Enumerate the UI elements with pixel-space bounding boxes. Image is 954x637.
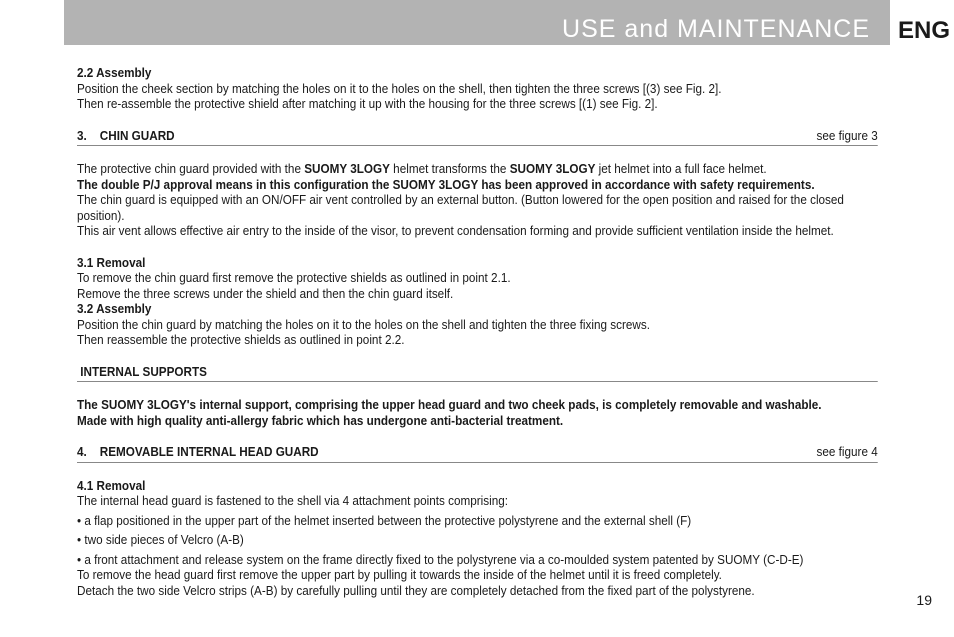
paragraph: Detach the two side Velcro strips (A-B) by carefully pulling until they are completely detached from the fixed part of the polystyrene.: [77, 583, 755, 598]
figure-reference: see figure 3: [816, 128, 878, 143]
list-item: • a flap positioned in the upper part of the helmet inserted between the protective polystyrene and the external shell (F): [77, 513, 692, 528]
section-4-1-heading: 4.1 Removal: [77, 478, 146, 493]
paragraph: Then reassemble the protective shields as outlined in point 2.2.: [77, 333, 405, 347]
language-label: ENG: [898, 17, 951, 44]
page-title: USE and MAINTENANCE: [562, 15, 870, 43]
figure-reference: see figure 4: [816, 445, 878, 459]
section-2-2-heading: 2.2 Assembly: [77, 66, 152, 80]
paragraph: Position the chin guard by matching the holes on it to the holes on the shell and tighten the three fixing screws.: [77, 317, 650, 332]
section-3-2-heading: 3.2 Assembly: [77, 302, 152, 316]
paragraph-bold: The SUOMY 3LOGY's internal support, comprising the upper head guard and two cheek pads, is completely removable and washable.: [77, 398, 822, 412]
internal-supports-heading-row: [77, 365, 878, 383]
paragraph: Position the cheek section by matching the holes on it to the holes on the shell, then tighten the three screws [(3) see Fig. 2].: [77, 81, 722, 96]
section-3-heading: 3. CHIN GUARD: [77, 128, 175, 143]
section-4-heading-row: [77, 445, 878, 463]
page-number: 19: [916, 592, 932, 608]
internal-supports-heading: INTERNAL SUPPORTS: [77, 364, 207, 379]
section-3-heading-row: [77, 129, 878, 147]
paragraph: Remove the three screws under the shield and then the chin guard itself.: [77, 286, 454, 301]
header-bar: [64, 0, 890, 45]
paragraph: The chin guard is equipped with an ON/OFF air vent controlled by an external button. (Button lowered for the open position and raised for the closed position).: [77, 193, 844, 223]
section-3-1-heading: 3.1 Removal: [77, 255, 146, 270]
brand-name: SUOMY 3LOGY: [509, 162, 596, 176]
list-item: • two side pieces of Velcro (A-B): [77, 533, 244, 547]
paragraph: The internal head guard is fastened to the shell via 4 attachment points comprising:: [77, 494, 509, 508]
paragraph-bold: The double P/J approval means in this configuration the SUOMY 3LOGY has been approved in accordance with safety requirements.: [77, 177, 815, 192]
list-item: • a front attachment and release system on the frame directly fixed to the polystyrene via a co-moulded system patented by SUOMY (C-D-E): [77, 552, 804, 567]
paragraph: This air vent allows effective air entry to the inside of the visor, to prevent condensation forming and provide sufficient ventilation inside the helmet.: [77, 224, 834, 238]
document-body: [77, 66, 878, 599]
section-4-heading: 4. REMOVABLE INTERNAL HEAD GUARD: [77, 445, 319, 459]
paragraph: To remove the head guard first remove the upper part by pulling it towards the inside of the helmet until it is freed completely.: [77, 568, 722, 582]
paragraph-bold: Made with high quality anti-allergy fabric which has undergone anti-bacterial treatment.: [77, 413, 564, 428]
paragraph: To remove the chin guard first remove the protective shields as outlined in point 2.1.: [77, 271, 511, 285]
brand-name: SUOMY 3LOGY: [304, 162, 390, 176]
paragraph: Then re-assemble the protective shield after matching it up with the housing for the three screws [(1) see Fig. 2].: [77, 97, 658, 111]
paragraph: The protective chin guard provided with the SUOMY 3LOGY helmet transforms the SUOMY 3LOGY jet helmet into a full face helmet.: [77, 162, 767, 176]
